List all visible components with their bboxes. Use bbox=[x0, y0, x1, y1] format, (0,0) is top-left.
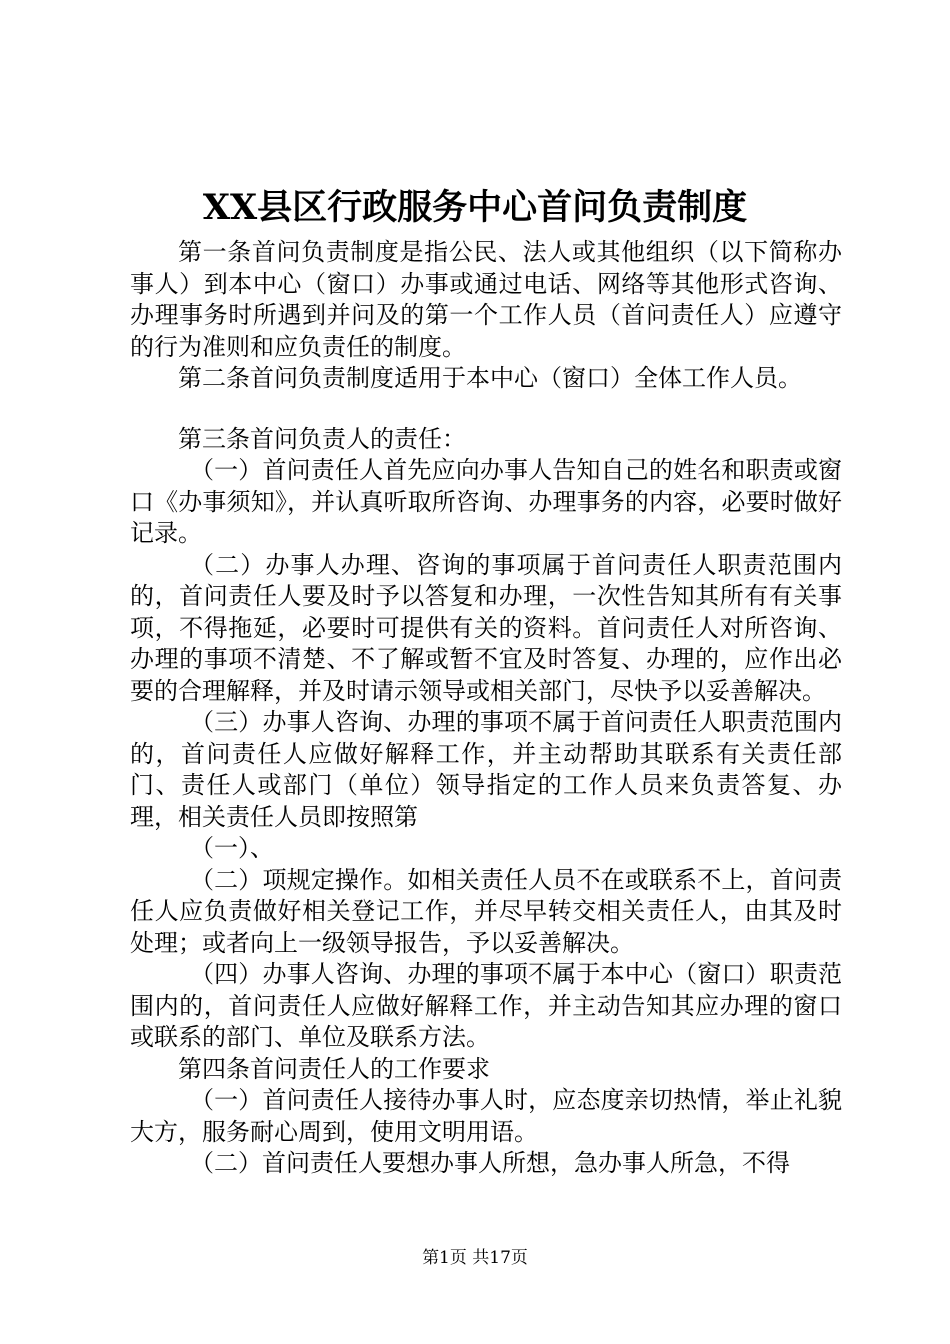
article-3-item-4: （四）办事人咨询、办理的事项不属于本中心（窗口）职责范围内的，首问责任人应做好解释工作，并主动告知其应办理的窗口或联系的部门、单位及联系方法。 bbox=[130, 960, 842, 1051]
article-3-item-ref-2: （二）项规定操作。如相关责任人员不在或联系不上，首问责任人应负责做好相关登记工作，并尽早转交相关责任人，由其及时处理；或者向上一级领导报告，予以妥善解决。 bbox=[130, 865, 842, 957]
article-4-item-2: （二）首问责任人要想办事人所想，急办事人所急，不得 bbox=[190, 1149, 790, 1177]
article-1-paragraph: 第一条首问负责制度是指公民、法人或其他组织（以下简称办事人）到本中心（窗口）办事或通过电话、网络等其他形式咨询、办理事务时所遇到并问及的第一个工作人员（首问责任人）应遵守的行为准则和应负责任的制度。 bbox=[130, 238, 842, 361]
article-2-paragraph: 第二条首问负责制度适用于本中心（窗口）全体工作人员。 bbox=[178, 364, 802, 392]
page-footer: 第1页 共17页 bbox=[422, 1248, 528, 1268]
article-3-item-3: （三）办事人咨询、办理的事项不属于首问责任人职责范围内的，首问责任人应做好解释工作，并主动帮助其联系有关责任部门、责任人或部门（单位）领导指定的工作人员来负责答复、办理，相关责任人员即按照第 bbox=[130, 708, 842, 831]
article-3-item-2: （二）办事人办理、咨询的事项属于首问责任人职责范围内的，首问责任人要及时予以答复和办理，一次性告知其所有有关事项，不得拖延，必要时可提供有关的资料。首问责任人对所咨询、办理的事项不清楚、不了解或暂不宜及时答复、办理的，应作出必要的合理解释，并及时请示领导或相关部门，尽快予以妥善解决。 bbox=[130, 550, 842, 705]
article-3-item-ref-1: （一）、 bbox=[190, 834, 274, 862]
article-4-heading: 第四条首问责任人的工作要求 bbox=[178, 1054, 490, 1083]
article-3-item-1: （一）首问责任人首先应向办事人告知自己的姓名和职责或窗口《办事须知》，并认真听取所咨询、办理事务的内容，必要时做好记录。 bbox=[130, 456, 842, 547]
article-4-item-1: （一）首问责任人接待办事人时，应态度亲切热情，举止礼貌大方，服务耐心周到，使用文明用语。 bbox=[130, 1086, 842, 1146]
document-title: XX县区行政服务中心首问负责制度 bbox=[202, 187, 748, 228]
article-3-heading: 第三条首问负责人的责任： bbox=[178, 424, 466, 453]
document-body bbox=[130, 237, 842, 1180]
